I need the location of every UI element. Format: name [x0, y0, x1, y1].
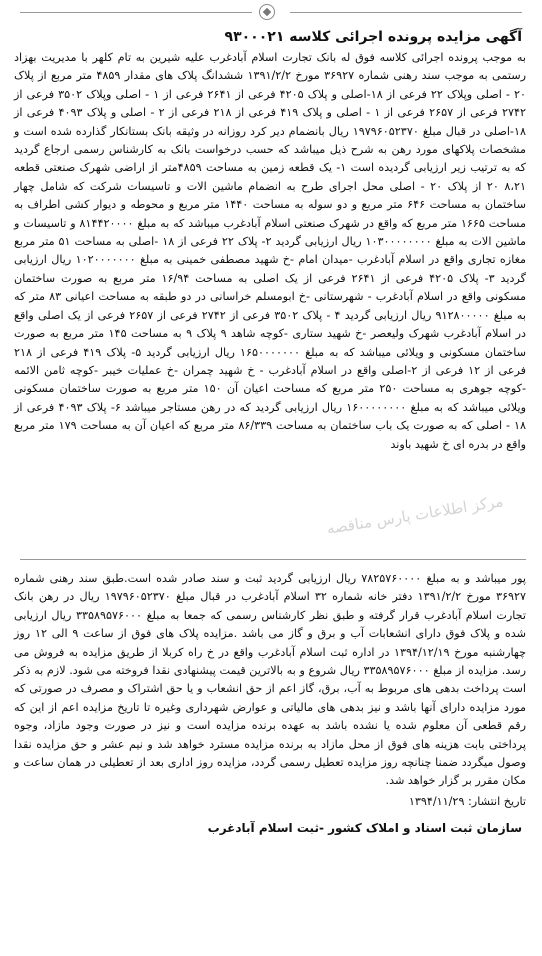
top-divider — [0, 0, 542, 26]
column-divider — [0, 555, 542, 563]
ornament-icon — [259, 4, 275, 20]
top-rule-left — [20, 12, 252, 13]
watermark: مرکز اطلاعات پارس مناقصه — [325, 492, 505, 538]
publish-date: تاریخ انتشار: ۱۳۹۴/۱۱/۲۹ — [408, 794, 526, 808]
top-rule-right — [290, 12, 522, 13]
notice-column-2 — [14, 570, 526, 838]
notice-paragraph-2: پور میباشد و به مبلغ ۷۸۲۵۷۶۰۰۰۰ ریال ارزیابی گردید ثبت و سند صادر شده است.طبق سند رهنی شماره ۳۶۹۲۷ مورخ ۱۳۹۱/۲/۲ دفتر خانه شماره ۳۲ اسلام آبادغرب در قبال مبلغ ۱۹۷۹۶۰۵۲۳۷۰ ریال در رهن بانک تجارت اسلام آبادغرب قرار گرفته و طبق نظر کارشناس رسمی که جمعا به مبلغ ۳۳۵۸۹۵۷۶۰۰۰ ریال ارزیابی شده و پلاک فوق دارای انشعابات آب و برق و گاز می باشد .مزایده پلاک های فوق از ساعت ۹ الی ۱۲ روز چهارشنبه مورخ ۱۳۹۴/۱۲/۱۹ در اداره ثبت اسلام آبادغرب واقع در خ راه کربلا از طریق مزایده به فروش می رسد. مزایده از مبلغ ۳۳۵۸۹۵۷۶۰۰۰ ریال شروع و به بالاترین قیمت پیشنهادی نقدا فروخته می شود. لازم به ذکر است پرداخت بدهی های مربوط به آب، برق، گاز اعم از حق انشعاب و یا حق اشتراک و مصرف در صورتی که مورد مزایده دارای آنها باشد و نیز بدهی های مالیاتی و عوارض شهرداری وغیره تا تاریخ مزایده اعم از این که رقم قطعی آن معلوم شده یا نشده باشد به عهده برنده مزایده است و نیز در صورت وجود مازاد، وجوه پرداختی بابت هزینه های فوق از محل مازاد به برنده مزایده مسترد خواهد شد و نیم عشر و حق مزایده نقدا وصول میگردد ضمنا چنانچه روز مزایده تعطیل رسمی گردد، مزایده روز اداری بعد از تعطیلی در همان ساعت و مکان مقرر بر گزار خواهد شد. — [14, 572, 527, 788]
notice-paragraph-1: به موجب پرونده اجرائی کلاسه فوق له بانک تجارت اسلام آبادغرب علیه شیرین به تام کلهر با مدیریت بهزاد رستمی به موجب سند رهنی شماره ۳۶۹۲۷ مورخ ۱۳۹۱/۲/۲ ششدانگ پلاک های مقدار ۴۸۵۹ متر مربع از پلاک ۲۰ - اصلی وپلاک ۲۲ فرعی از ۱۸-اصلی و پلاک ۴۲۰۵ فرعی از ۲۶۴۱ فرعی از ۱ - اصلی وپلاک ۳۵۰۲ فرعی از ۲۷۴۲ فرعی از ۲۶۵۷ فرعی از ۱ - اصلی و پلاک ۴۱۹ فرعی از ۲۱۸ فرعی از ۲ - اصلی و پلاک ۴۰۹۳ فرعی از ۱۸-اصلی در قبال مبلغ ۱۹۷۹۶۰۵۲۳۷۰ ریال بانضمام دیر کرد روزانه در وثیقه بانک بستانکار گذارده شده است و مشخصات پلاکهای مورد رهن به شرح ذیل میباشد که حسب درخواست بانک به کارشناس رسمی ارجاع گردید که به ترتیب زیر ارزیابی گردیده است ۱- یک قطعه زمین به مساحت ۴۸۵۹متر از اراضی شهرک صنعتی قطعه ۸،۲۱ ۲۰ از پلاک ۲۰ - اصلی محل اجرای طرح به انضمام ماشین الات و تاسیسات شرکت که شامل چهار ساختمان به مساحت ۶۴۶ متر مربع و دو سوله به مساحت ۱۴۴۰ متر مربع و محوطه و دیوار کشی اطراف به مساحت ۱۶۶۵ متر مربع که واقع در شهرک صنعتی اسلام آبادغرب میباشد که به مبلغ ۸۱۴۴۲۰۰۰۰ و تاسیسات و ماشین الات به مبلغ ۱۰۳۰۰۰۰۰۰۰۰ ریال ارزیابی گردید ۲- پلاک ۲۲ فرعی از ۱۸ -اصلی به مساحت ۵۱ متر مربع مغازه تجاری واقع در اسلام آبادغرب -میدان امام -خ شهید مصطفی خمینی به مبلغ ۱۰۲۰۰۰۰۰۰۰ ریال ارزیابی گردید ۳- پلاک ۴۲۰۵ فرعی از ۲۶۴۱ فرعی از یک اصلی به مساحت ۱۶/۹۴ متر مربع به صورت ساختمان مسکونی واقع در اسلام آبادغرب - شهرستانی -خ ابومسلم خراسانی در دو طبقه به مساحت اعیانی ۸۳ متر که به مبلغ ۹۱۲۸۰۰۰۰۰ ریال ارزیابی گردید ۴ - پلاک ۳۵۰۲ فرعی از ۲۷۴۲ فرعی از ۲۶۵۷ فرعی از یک اصلی واقع در اسلام آبادغرب شهرک ولیعصر -خ شهید ستاری -کوچه شاهد ۹ پلاک ۹ به مساحت ۱۴۵ متر مربع به صورت ساختمان مسکونی و ویلائی میباشد که به مبلغ ۱۶۵۰۰۰۰۰۰۰ ریال ارزیابی گردید ۵- پلاک ۴۱۹ فرعی از ۲۱۸ فرعی از ۱۲ فرعی از ۲-اصلی واقع در اسلام آبادغرب - خ شهید چمران -خ عملیات خیبر -کوچه ثامن الائمه -کوچه جوهری به مساحت ۲۵۰ متر مربع که مساحت اعیان آن ۱۵۰ متر مربع به صورت ساختمان مسکونی ویلائی میباشد که به مبلغ ۱۶۰۰۰۰۰۰۰۰ ریال ارزیابی گردید که در رهن مستاجر میباشد ۶- پلاک ۴۰۹۳ فرعی از ۱۸ - اصلی که به صورت یک باب ساختمان به مساحت ۸۶/۳۳۹ متر مربع که اعیان آن به مساحت ۱۷۹ متر مربع واقع در بدره ای خ شهید باوند — [14, 51, 527, 451]
notice-title: آگهی مزایده پرونده اجرائی کلاسه ۹۳۰۰۰۲۱ — [224, 29, 522, 45]
signature: سازمان ثبت اسناد و املاک کشور -ثبت اسلام آبادغرب — [207, 821, 522, 836]
divider-rule — [20, 559, 526, 560]
notice-column-1 — [14, 27, 526, 454]
